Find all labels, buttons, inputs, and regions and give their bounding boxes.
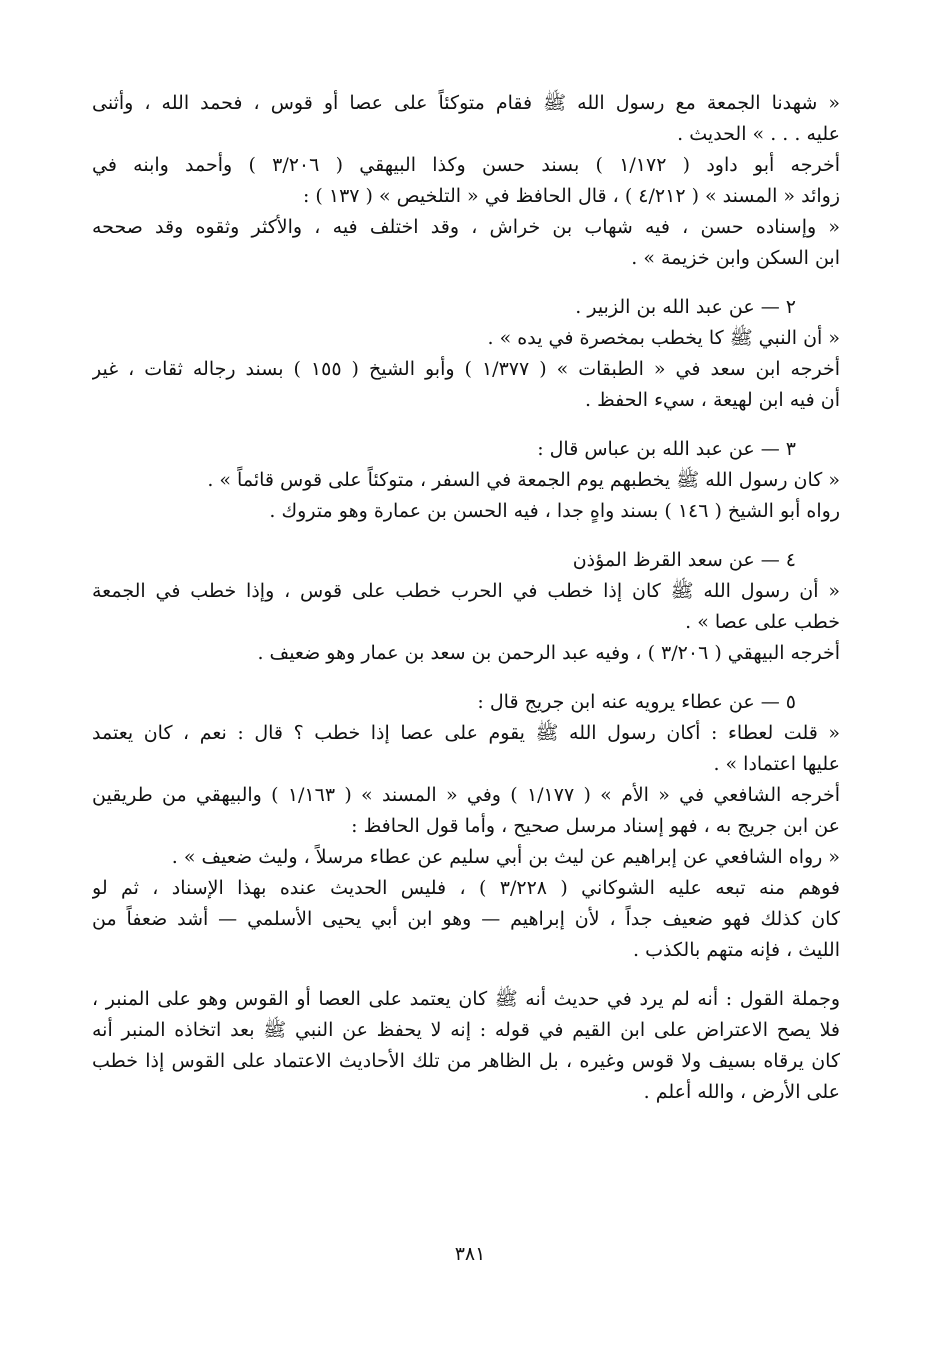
paragraph-gap bbox=[92, 527, 840, 545]
text-line: ابن السكن وابن خزيمة » . bbox=[631, 247, 840, 269]
text-line: أن فيه ابن لهيعة ، سيء الحفظ . bbox=[584, 389, 840, 411]
text-line: على الأرض ، والله أعلم . bbox=[643, 1081, 840, 1103]
hadith-heading: ٢ — عن عبد الله بن الزبير . bbox=[575, 296, 796, 318]
text-line: رواه أبو الشيخ ( ١٤٦ ) بسند واهٍ جدا ، فيه الحسن بن عمارة وهو متروك . bbox=[269, 500, 840, 522]
text-line: كان كذلك فهو ضعيف جداً ، لأن إبراهيم — وهو ابن أبي يحيى الأسلمي — أشد ضعفاً من bbox=[92, 908, 840, 930]
page-body bbox=[92, 88, 840, 1108]
text-line: كان يرقاه بسيف ولا قوس وغيره ، بل الظاهر من تلك الأحاديث الاعتماد على القوس إذا خطب bbox=[92, 1050, 840, 1072]
paragraph-gap bbox=[92, 966, 840, 984]
text-line: « شهدنا الجمعة مع رسول الله ﷺ فقام متوكئاً على عصا أو قوس ، فحمد الله ، وأثنى bbox=[92, 92, 840, 114]
text-line: فلا يصح الاعتراض على ابن القيم في قوله : إنه لا يحفظ عن النبي ﷺ بعد اتخاذه المنبر أنه bbox=[92, 1019, 840, 1041]
text-line: « وإسناده حسن ، فيه شهاب بن خراش ، وقد اختلف فيه ، والأكثر وثقوه وقد صححه bbox=[92, 216, 840, 238]
text-line: أخرجه الشافعي في « الأم » ( ١/١٧٧ ) وفي « المسند » ( ١/١٦٣ ) والبيهقي من طريقين bbox=[92, 784, 840, 806]
page-number: ٣٨١ bbox=[454, 1243, 486, 1265]
text-line: أخرجه أبو داود ( ١/١٧٢ ) بسند حسن وكذا البيهقي ( ٣/٢٠٦ ) وأحمد وابنه في bbox=[92, 154, 840, 176]
paragraph-gap bbox=[92, 416, 840, 434]
text-line: عن ابن جريج به ، فهو إسناد مرسل صحيح ، وأما قول الحافظ : bbox=[351, 815, 840, 837]
text-line: « رواه الشافعي عن إبراهيم عن ليث بن أبي سليم عن عطاء مرسلاً ، وليث ضعيف » . bbox=[171, 846, 840, 868]
text-line: أخرجه البيهقي ( ٣/٢٠٦ ) ، وفيه عبد الرحمن بن سعد بن عمار وهو ضعيف . bbox=[257, 642, 840, 664]
text-line: « قلت لعطاء : أكان رسول الله ﷺ يقوم على عصا إذا خطب ؟ قال : نعم ، كان يعتمد bbox=[92, 722, 840, 744]
text-line: عليها اعتمادا » . bbox=[713, 753, 840, 775]
hadith-heading: ٥ — عن عطاء يرويه عنه ابن جريج قال : bbox=[477, 691, 796, 713]
paragraph-gap bbox=[92, 274, 840, 292]
paragraph-gap bbox=[92, 669, 840, 687]
text-line: وجملة القول : أنه لم يرد في حديث أنه ﷺ كان يعتمد على العصا أو القوس وهو على المنبر ، bbox=[92, 988, 840, 1010]
text-line: « أن رسول الله ﷺ كان إذا خطب في الحرب خطب على قوس ، وإذا خطب في الجمعة bbox=[92, 580, 840, 602]
text-line: خطب على عصا » . bbox=[685, 611, 840, 633]
text-line: « كان رسول الله ﷺ يخطبهم يوم الجمعة في السفر ، متوكئاً على قوس قائماً » . bbox=[207, 469, 840, 491]
text-line: « أن النبي ﷺ كا يخطب بمخصرة في يده » . bbox=[487, 327, 840, 349]
hadith-heading: ٤ — عن سعد القرظ المؤذن bbox=[572, 549, 796, 571]
hadith-heading: ٣ — عن عبد الله بن عباس قال : bbox=[537, 438, 796, 460]
text-line: أخرجه ابن سعد في « الطبقات » ( ١/٣٧٧ ) وأبو الشيخ ( ١٥٥ ) بسند رجاله ثقات ، غير bbox=[92, 358, 840, 380]
text-line: الليث ، فإنه متهم بالكذب . bbox=[633, 939, 840, 961]
text-line: زوائد « المسند » ( ٤/٢١٢ ) ، قال الحافظ في « التلخيص » ( ١٣٧ ) : bbox=[302, 185, 840, 207]
text-line: فوهم منه تبعه عليه الشوكاني ( ٣/٢٢٨ ) ، فليس الحديث عنده بهذا الإسناد ، ثم لو bbox=[92, 877, 840, 899]
text-line: عليه . . . » الحديث . bbox=[677, 123, 840, 145]
